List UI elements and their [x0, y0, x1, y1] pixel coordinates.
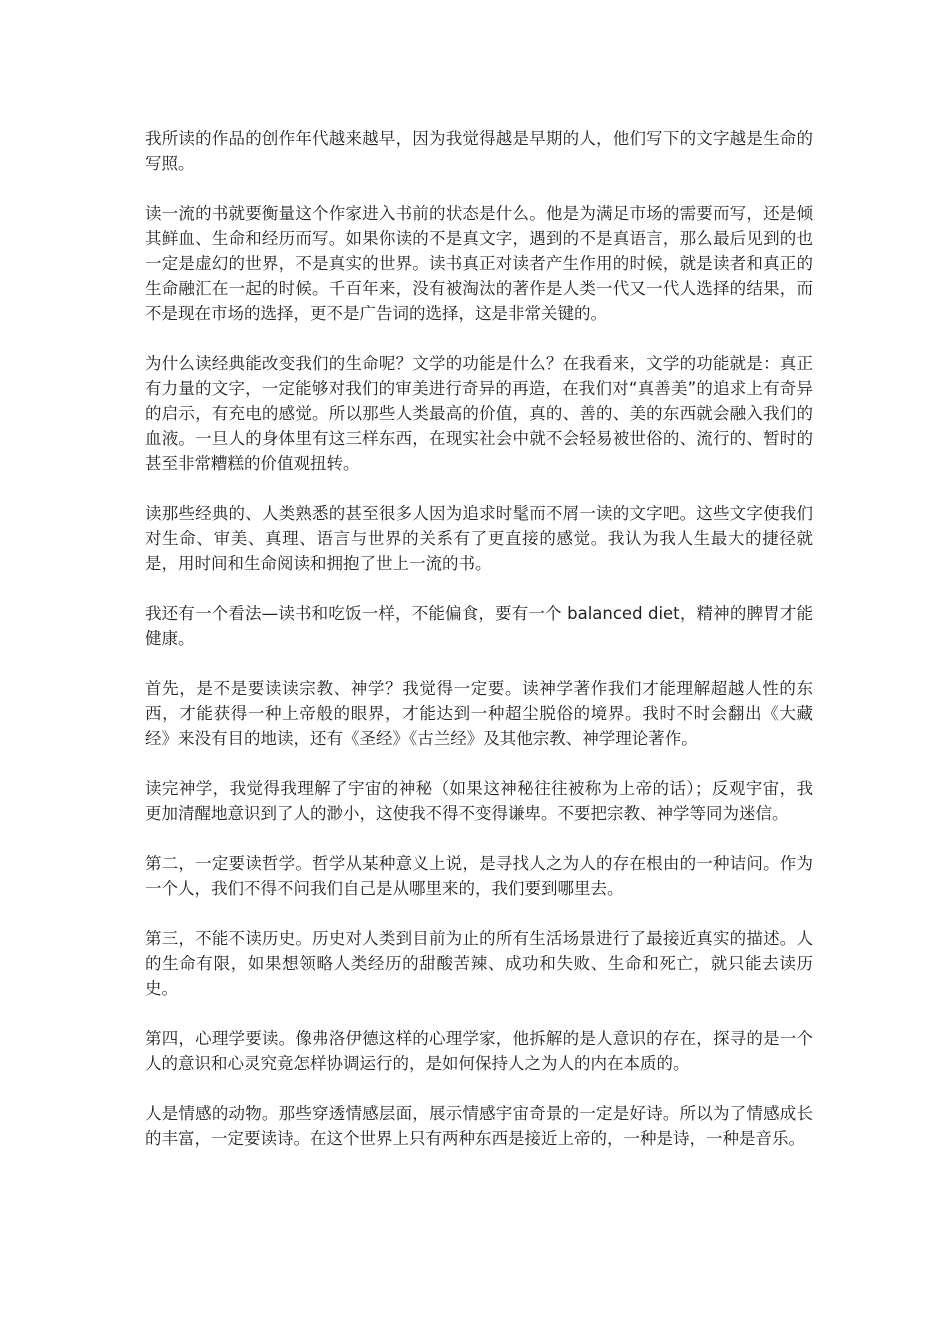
paragraph-7: 读完神学，我觉得我理解了宇宙的神秘（如果这神秘往往被称为上帝的话）；反观宇宙，我更加清醒地意识到了人的渺小，这使我不得不变得谦卑。不要把宗教、神学等同为迷信。: [145, 779, 813, 823]
paragraph-4: 读那些经典的、人类熟悉的甚至很多人因为追求时髦而不屑一读的文字吧。这些文字使我们对生命、审美、真理、语言与世界的关系有了更直接的感觉。我认为我人生最大的捷径就是，用时间和生命阅读和拥抱了世上一流的书。: [145, 504, 813, 573]
paragraph-10: 第四，心理学要读。像弗洛伊德这样的心理学家，他拆解的是人意识的存在，探寻的是一个人的意识和心灵究竟怎样协调运行的，是如何保持人之为人的内在本质的。: [145, 1029, 813, 1073]
paragraph-3: 为什么读经典能改变我们的生命呢？文学的功能是什么？在我看来，文学的功能就是：真正有力量的文字，一定能够对我们的审美进行奇异的再造，在我们对“真善美”的追求上有奇异的启示，有充电的感觉。所以那些人类最高的价值，真的、善的、美的东西就会融入我们的血液。一旦人的身体里有这三样东西，在现实社会中就不会轻易被世俗的、流行的、暂时的甚至非常糟糕的价值观扭转。: [145, 354, 813, 473]
paragraph-8: 第二，一定要读哲学。哲学从某种意义上说，是寻找人之为人的存在根由的一种诘问。作为一个人，我们不得不问我们自己是从哪里来的，我们要到哪里去。: [145, 854, 813, 898]
document-body: [145, 126, 813, 1176]
paragraph-5: 我还有一个看法—读书和吃饭一样，不能偏食，要有一个 balanced diet，精神的脾胃才能健康。: [145, 604, 813, 648]
paragraph-9: 第三，不能不读历史。历史对人类到目前为止的所有生活场景进行了最接近真实的描述。人的生命有限，如果想领略人类经历的甜酸苦辣、成功和失败、生命和死亡，就只能去读历史。: [145, 929, 813, 998]
paragraph-11: 人是情感的动物。那些穿透情感层面，展示情感宇宙奇景的一定是好诗。所以为了情感成长的丰富，一定要读诗。在这个世界上只有两种东西是接近上帝的，一种是诗，一种是音乐。: [145, 1104, 813, 1148]
paragraph-6: 首先，是不是要读读宗教、神学？我觉得一定要。读神学著作我们才能理解超越人性的东西，才能获得一种上帝般的眼界，才能达到一种超尘脱俗的境界。我时不时会翻出《大藏经》来没有目的地读，还有《圣经》《古兰经》及其他宗教、神学理论著作。: [145, 679, 813, 748]
paragraph-2: 读一流的书就要衡量这个作家进入书前的状态是什么。他是为满足市场的需要而写，还是倾其鲜血、生命和经历而写。如果你读的不是真文字，遇到的不是真语言，那么最后见到的也一定是虚幻的世界，不是真实的世界。读书真正对读者产生作用的时候，就是读者和真正的生命融汇在一起的时候。千百年来，没有被淘汰的著作是人类一代又一代人选择的结果，而不是现在市场的选择，更不是广告词的选择，这是非常关键的。: [145, 204, 813, 323]
paragraph-1: 我所读的作品的创作年代越来越早，因为我觉得越是早期的人，他们写下的文字越是生命的写照。: [145, 129, 813, 173]
